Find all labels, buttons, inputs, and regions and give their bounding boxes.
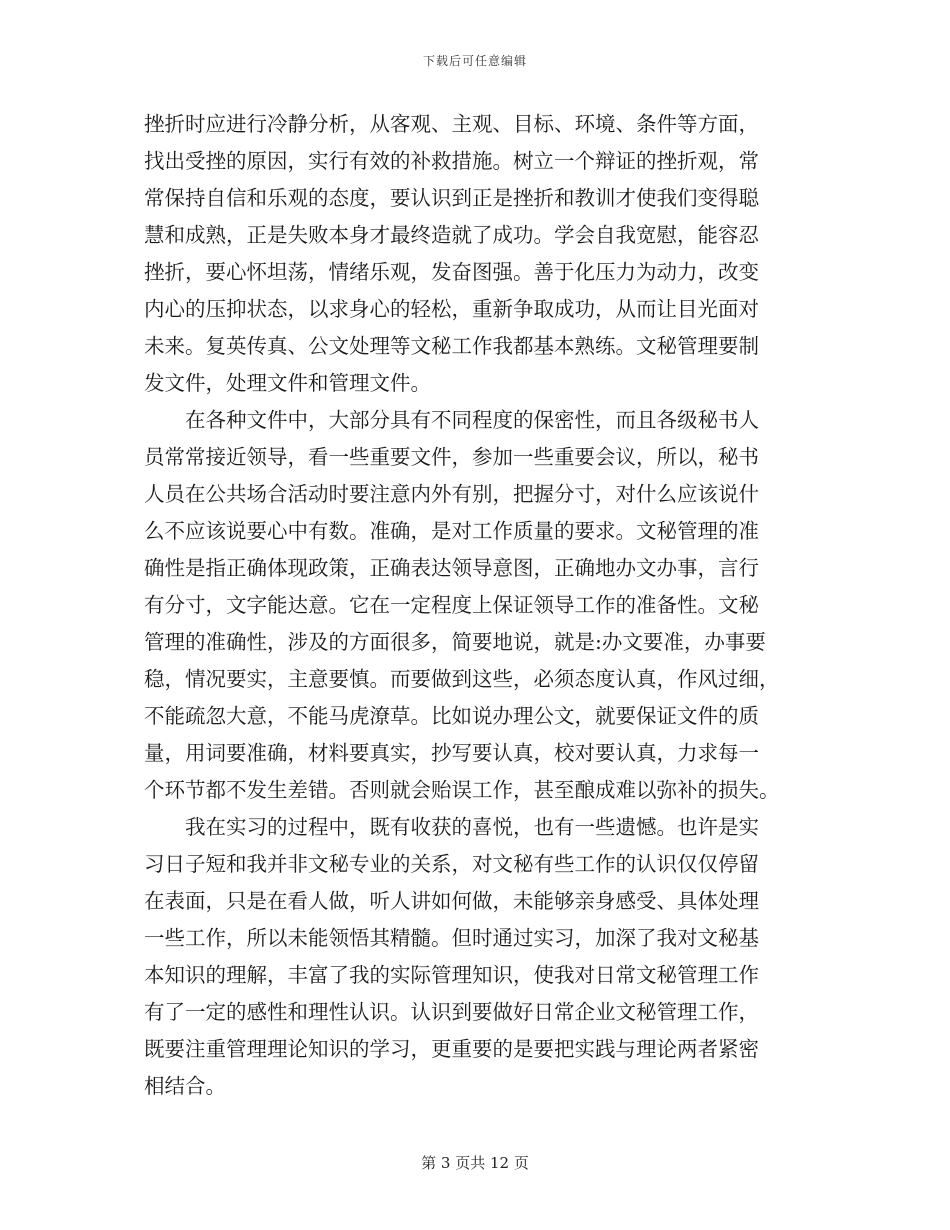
text-line: 内心的压抑状态，以求身心的轻松，重新争取成功，从而让目光面对 (144, 297, 759, 321)
text-line: 挫折，要心怀坦荡，情绪乐观，发奋图强。善于化压力为动力，改变 (144, 260, 759, 284)
text-line: 挫折时应进行冷静分析，从客观、主观、目标、环境、条件等方面， (144, 112, 759, 136)
page-number: 第 3 页共 12 页 (421, 1154, 529, 1172)
text-line: 有分寸，文字能达意。它在一定程度上保证领导工作的准备性。文秘 (144, 593, 759, 617)
text-line: 一些工作，所以未能领悟其精髓。但时通过实习，加深了我对文秘基 (144, 926, 759, 950)
text-line: 发文件，处理文件和管理文件。 (144, 371, 431, 395)
text-line: 确性是指正确体现政策，正确表达领导意图，正确地办文办事，言行 (144, 556, 759, 580)
text-line: 在表面，只是在看人做，听人讲如何做，未能够亲身感受、具体处理 (144, 889, 759, 913)
text-line: 相结合。 (144, 1074, 226, 1098)
text-line: 量，用词要准确，材料要真实，抄写要认真，校对要认真，力求每一 (144, 741, 759, 765)
text-line: 员常常接近领导，看一些重要文件，参加一些重要会议，所以，秘书 (144, 445, 759, 469)
text-line: 有了一定的感性和理性认识。认识到要做好日常企业文秘管理工作， (144, 1000, 759, 1024)
text-line: 既要注重管理理论知识的学习，更重要的是要把实践与理论两者紧密 (144, 1037, 759, 1061)
text-line: 不能疏忽大意，不能马虎潦草。比如说办理公文，就要保证文件的质 (144, 704, 759, 728)
text-line: 我在实习的过程中，既有收获的喜悦，也有一些遗憾。也许是实 (144, 815, 759, 839)
text-line: 个环节都不发生差错。否则就会贻误工作，甚至酿成难以弥补的损失。 (144, 778, 780, 802)
text-line: 在各种文件中，大部分具有不同程度的保密性，而且各级秘书人 (144, 408, 759, 432)
document-body (144, 106, 808, 1105)
text-line: 找出受挫的原因，实行有效的补救措施。树立一个辩证的挫折观，常 (144, 149, 759, 173)
text-line: 管理的准确性，涉及的方面很多，简要地说，就是:办文要准，办事要 (144, 630, 766, 654)
text-line: 未来。复英传真、公文处理等文秘工作我都基本熟练。文秘管理要制 (144, 334, 759, 358)
text-line: 慧和成熟，正是失败本身才最终造就了成功。学会自我宽慰，能容忍 (144, 223, 759, 247)
text-line: 么不应该说要心中有数。准确，是对工作质量的要求。文秘管理的准 (144, 519, 759, 543)
text-line: 习日子短和我并非文秘专业的关系，对文秘有些工作的认识仅仅停留 (144, 852, 759, 876)
text-line: 本知识的理解，丰富了我的实际管理知识，使我对日常文秘管理工作 (144, 963, 759, 987)
text-line: 人员在公共场合活动时要注意内外有别，把握分寸，对什么应该说什 (144, 482, 759, 506)
text-line: 稳，情况要实，主意要慎。而要做到这些，必须态度认真，作风过细， (144, 667, 780, 691)
text-line: 常保持自信和乐观的态度，要认识到正是挫折和教训才使我们变得聪 (144, 186, 759, 210)
page-header: 下载后可任意编辑 (422, 54, 527, 68)
